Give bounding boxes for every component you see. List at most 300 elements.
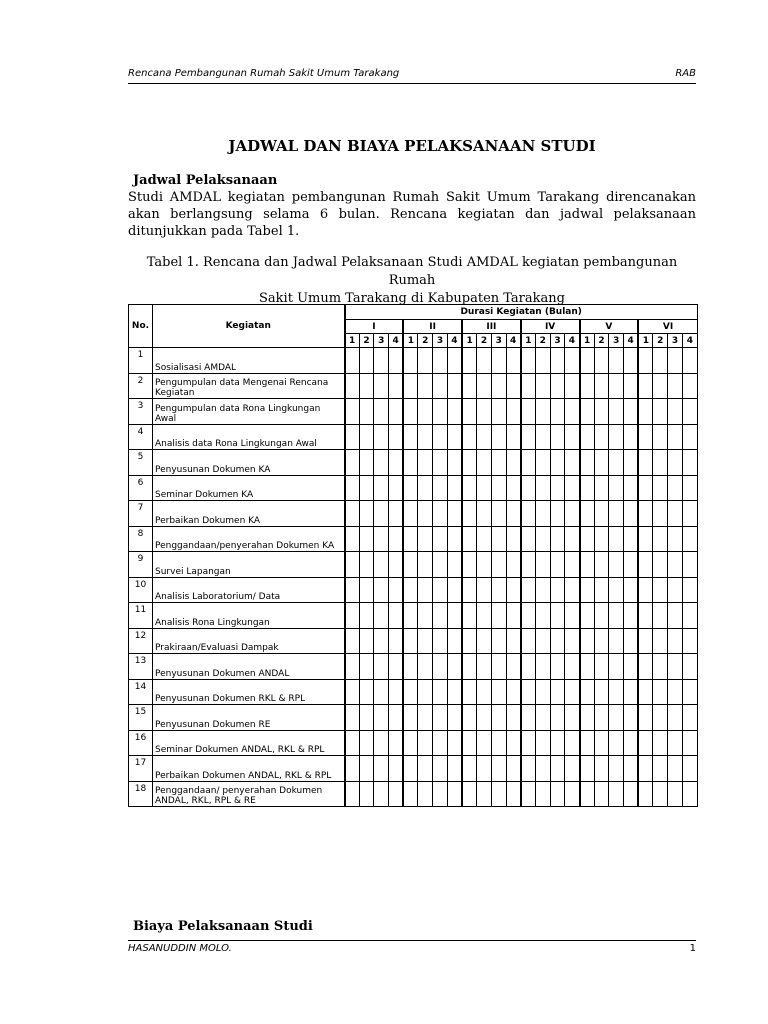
week-header: 3 bbox=[491, 334, 506, 348]
row-number-cell bbox=[129, 603, 153, 629]
schedule-cell bbox=[609, 526, 624, 552]
schedule-cell bbox=[580, 705, 595, 731]
schedule-cell bbox=[521, 399, 536, 425]
header-rule bbox=[128, 83, 696, 84]
schedule-cell bbox=[580, 526, 595, 552]
week-header: 3 bbox=[609, 334, 624, 348]
row-number: 2 bbox=[137, 375, 144, 386]
row-number-cell bbox=[129, 730, 153, 756]
schedule-cell bbox=[418, 373, 433, 399]
schedule-cell bbox=[359, 450, 374, 476]
schedule-cell bbox=[653, 475, 668, 501]
schedule-cell bbox=[345, 705, 360, 731]
schedule-cell bbox=[491, 756, 506, 782]
schedule-cell bbox=[682, 577, 697, 603]
schedule-cell bbox=[668, 730, 683, 756]
schedule-cell bbox=[506, 730, 521, 756]
schedule-cell bbox=[418, 526, 433, 552]
table-row bbox=[129, 526, 698, 552]
schedule-cell bbox=[682, 399, 697, 425]
schedule-cell bbox=[535, 781, 550, 807]
col-header-durasi: Durasi Kegiatan (Bulan) bbox=[345, 305, 698, 320]
schedule-cell bbox=[389, 756, 404, 782]
schedule-cell bbox=[609, 603, 624, 629]
row-number-cell bbox=[129, 577, 153, 603]
schedule-cell bbox=[682, 654, 697, 680]
section-heading-jadwal: Jadwal Pelaksanaan bbox=[133, 173, 278, 188]
footer-rule bbox=[128, 940, 696, 941]
row-number-cell bbox=[129, 475, 153, 501]
schedule-cell bbox=[447, 399, 462, 425]
schedule-cell bbox=[594, 781, 609, 807]
schedule-cell bbox=[653, 399, 668, 425]
table-row bbox=[129, 781, 698, 807]
schedule-cell bbox=[550, 781, 565, 807]
schedule-cell bbox=[447, 705, 462, 731]
schedule-cell bbox=[653, 450, 668, 476]
row-number-cell bbox=[129, 424, 153, 450]
schedule-cell bbox=[594, 730, 609, 756]
schedule-cell bbox=[403, 781, 418, 807]
schedule-cell bbox=[462, 373, 477, 399]
section-heading-biaya: Biaya Pelaksanaan Studi bbox=[133, 919, 313, 934]
schedule-cell bbox=[535, 424, 550, 450]
schedule-cell bbox=[638, 705, 653, 731]
schedule-cell bbox=[389, 654, 404, 680]
row-number-cell bbox=[129, 781, 153, 807]
schedule-cell bbox=[550, 475, 565, 501]
row-number: 9 bbox=[137, 554, 144, 564]
row-number: 7 bbox=[137, 503, 144, 513]
schedule-cell bbox=[653, 552, 668, 578]
schedule-cell bbox=[521, 501, 536, 527]
schedule-cell bbox=[447, 373, 462, 399]
schedule-cell bbox=[535, 399, 550, 425]
week-header: 3 bbox=[550, 334, 565, 348]
schedule-cell bbox=[374, 501, 389, 527]
schedule-cell bbox=[653, 654, 668, 680]
schedule-cell bbox=[345, 399, 360, 425]
schedule-cell bbox=[580, 348, 595, 374]
schedule-cell bbox=[638, 526, 653, 552]
schedule-cell bbox=[462, 348, 477, 374]
schedule-cell bbox=[403, 450, 418, 476]
schedule-cell bbox=[359, 475, 374, 501]
schedule-cell bbox=[403, 577, 418, 603]
schedule-cell bbox=[389, 705, 404, 731]
table-row bbox=[129, 577, 698, 603]
schedule-cell bbox=[462, 756, 477, 782]
schedule-cell bbox=[624, 730, 639, 756]
schedule-cell bbox=[565, 552, 580, 578]
schedule-cell bbox=[447, 628, 462, 654]
row-number: 12 bbox=[134, 630, 147, 641]
schedule-cell bbox=[403, 756, 418, 782]
schedule-cell bbox=[668, 475, 683, 501]
row-number-cell bbox=[129, 373, 153, 399]
schedule-cell bbox=[580, 577, 595, 603]
activity-name: Survei Lapangan bbox=[153, 552, 345, 578]
schedule-cell bbox=[374, 705, 389, 731]
schedule-cell bbox=[389, 501, 404, 527]
schedule-cell bbox=[403, 552, 418, 578]
schedule-cell bbox=[506, 526, 521, 552]
activity-name: Perbaikan Dokumen ANDAL, RKL & RPL bbox=[153, 756, 345, 782]
schedule-cell bbox=[580, 679, 595, 705]
row-number-cell bbox=[129, 552, 153, 578]
schedule-cell bbox=[624, 450, 639, 476]
schedule-cell bbox=[359, 552, 374, 578]
schedule-cell bbox=[594, 526, 609, 552]
schedule-cell bbox=[418, 781, 433, 807]
row-number: 10 bbox=[134, 579, 147, 590]
schedule-cell bbox=[403, 373, 418, 399]
schedule-cell bbox=[462, 399, 477, 425]
schedule-cell bbox=[668, 628, 683, 654]
schedule-cell bbox=[447, 526, 462, 552]
page-number: 1 bbox=[689, 943, 696, 954]
schedule-cell bbox=[433, 628, 448, 654]
schedule-cell bbox=[345, 501, 360, 527]
schedule-cell bbox=[374, 679, 389, 705]
activity-name: Pengumpulan data Rona Lingkungan Awal bbox=[153, 399, 345, 425]
row-number-cell bbox=[129, 679, 153, 705]
schedule-cell bbox=[462, 424, 477, 450]
schedule-cell bbox=[668, 501, 683, 527]
schedule-cell bbox=[638, 756, 653, 782]
schedule-cell bbox=[477, 654, 492, 680]
intro-paragraph: Studi AMDAL kegiatan pembangunan Rumah Sakit Umum Tarakang direncanakan akan berlangsung selama 6 bulan. Rencana kegiatan dan jadwal pelaksanaan ditunjukkan pada Tabel 1. bbox=[128, 190, 696, 239]
schedule-cell bbox=[359, 628, 374, 654]
schedule-cell bbox=[594, 552, 609, 578]
schedule-cell bbox=[345, 679, 360, 705]
schedule-cell bbox=[433, 577, 448, 603]
month-header: V bbox=[580, 320, 639, 334]
schedule-cell bbox=[506, 577, 521, 603]
schedule-cell bbox=[638, 475, 653, 501]
schedule-cell bbox=[682, 424, 697, 450]
schedule-cell bbox=[389, 526, 404, 552]
schedule-cell bbox=[491, 552, 506, 578]
schedule-cell bbox=[624, 552, 639, 578]
schedule-cell bbox=[491, 373, 506, 399]
schedule-cell bbox=[638, 628, 653, 654]
schedule-cell bbox=[359, 781, 374, 807]
schedule-cell bbox=[491, 501, 506, 527]
week-header: 4 bbox=[682, 334, 697, 348]
schedule-cell bbox=[433, 373, 448, 399]
schedule-cell bbox=[638, 450, 653, 476]
schedule-cell bbox=[462, 526, 477, 552]
schedule-cell bbox=[638, 603, 653, 629]
page-header bbox=[128, 68, 696, 79]
schedule-cell bbox=[580, 399, 595, 425]
schedule-cell bbox=[521, 526, 536, 552]
row-number-cell bbox=[129, 501, 153, 527]
schedule-cell bbox=[682, 628, 697, 654]
schedule-cell bbox=[418, 501, 433, 527]
schedule-cell bbox=[565, 654, 580, 680]
schedule-cell bbox=[345, 628, 360, 654]
row-number-cell bbox=[129, 705, 153, 731]
row-number: 17 bbox=[134, 758, 147, 768]
schedule-cell bbox=[550, 501, 565, 527]
schedule-cell bbox=[550, 450, 565, 476]
schedule-cell bbox=[374, 399, 389, 425]
schedule-cell bbox=[389, 373, 404, 399]
schedule-cell bbox=[565, 628, 580, 654]
schedule-cell bbox=[668, 450, 683, 476]
schedule-cell bbox=[403, 730, 418, 756]
schedule-cell bbox=[653, 348, 668, 374]
schedule-cell bbox=[580, 501, 595, 527]
row-number: 11 bbox=[134, 605, 147, 615]
schedule-cell bbox=[345, 526, 360, 552]
row-number: 3 bbox=[137, 401, 144, 411]
schedule-cell bbox=[491, 603, 506, 629]
schedule-cell bbox=[345, 781, 360, 807]
schedule-cell bbox=[433, 756, 448, 782]
schedule-cell bbox=[550, 373, 565, 399]
table-row bbox=[129, 373, 698, 399]
schedule-cell bbox=[447, 756, 462, 782]
week-header: 2 bbox=[653, 334, 668, 348]
schedule-cell bbox=[521, 603, 536, 629]
schedule-cell bbox=[389, 628, 404, 654]
schedule-cell bbox=[535, 450, 550, 476]
schedule-cell bbox=[506, 654, 521, 680]
schedule-cell bbox=[550, 348, 565, 374]
table-caption bbox=[128, 254, 696, 308]
schedule-cell bbox=[565, 781, 580, 807]
table-row bbox=[129, 628, 698, 654]
schedule-cell bbox=[535, 603, 550, 629]
schedule-cell bbox=[580, 475, 595, 501]
schedule-cell bbox=[668, 781, 683, 807]
row-number-cell bbox=[129, 756, 153, 782]
schedule-cell bbox=[403, 526, 418, 552]
schedule-cell bbox=[550, 705, 565, 731]
schedule-cell bbox=[359, 654, 374, 680]
schedule-cell bbox=[403, 603, 418, 629]
schedule-cell bbox=[535, 730, 550, 756]
schedule-cell bbox=[565, 373, 580, 399]
schedule-cell bbox=[433, 450, 448, 476]
schedule-cell bbox=[447, 424, 462, 450]
schedule-cell bbox=[653, 781, 668, 807]
schedule-cell bbox=[447, 654, 462, 680]
schedule-cell bbox=[609, 756, 624, 782]
schedule-cell bbox=[403, 424, 418, 450]
schedule-cell bbox=[565, 348, 580, 374]
schedule-cell bbox=[653, 628, 668, 654]
schedule-cell bbox=[550, 552, 565, 578]
table-row bbox=[129, 475, 698, 501]
schedule-cell bbox=[418, 730, 433, 756]
schedule-cell bbox=[374, 603, 389, 629]
table-row bbox=[129, 705, 698, 731]
row-number: 16 bbox=[134, 732, 147, 743]
activity-name: Penggandaan/penyerahan Dokumen KA bbox=[153, 526, 345, 552]
schedule-cell bbox=[477, 577, 492, 603]
schedule-cell bbox=[624, 705, 639, 731]
schedule-cell bbox=[682, 705, 697, 731]
schedule-cell bbox=[345, 654, 360, 680]
schedule-cell bbox=[359, 577, 374, 603]
schedule-cell bbox=[550, 679, 565, 705]
footer-author: HASANUDDIN MOLO. bbox=[128, 943, 232, 954]
month-header: IV bbox=[521, 320, 580, 334]
row-number: 6 bbox=[137, 477, 144, 488]
schedule-cell bbox=[462, 654, 477, 680]
schedule-cell bbox=[433, 526, 448, 552]
schedule-cell bbox=[447, 679, 462, 705]
schedule-cell bbox=[462, 501, 477, 527]
schedule-cell bbox=[565, 756, 580, 782]
schedule-cell bbox=[550, 526, 565, 552]
week-header: 4 bbox=[389, 334, 404, 348]
schedule-cell bbox=[638, 654, 653, 680]
schedule-cell bbox=[668, 526, 683, 552]
schedule-cell bbox=[521, 730, 536, 756]
schedule-cell bbox=[609, 654, 624, 680]
schedule-cell bbox=[389, 679, 404, 705]
schedule-cell bbox=[433, 705, 448, 731]
schedule-cell bbox=[668, 424, 683, 450]
schedule-cell bbox=[653, 577, 668, 603]
activity-name: Analisis Laboratorium/ Data bbox=[153, 577, 345, 603]
schedule-cell bbox=[418, 603, 433, 629]
row-number: 14 bbox=[134, 681, 147, 692]
activity-name: Prakiraan/Evaluasi Dampak bbox=[153, 628, 345, 654]
schedule-cell bbox=[477, 705, 492, 731]
page-title: JADWAL DAN BIAYA PELAKSANAAN STUDI bbox=[228, 137, 596, 155]
schedule-cell bbox=[521, 756, 536, 782]
table-row bbox=[129, 399, 698, 425]
table-row bbox=[129, 654, 698, 680]
activity-name: Seminar Dokumen ANDAL, RKL & RPL bbox=[153, 730, 345, 756]
schedule-cell bbox=[624, 628, 639, 654]
schedule-cell bbox=[638, 373, 653, 399]
schedule-cell bbox=[535, 552, 550, 578]
schedule-cell bbox=[477, 781, 492, 807]
schedule-cell bbox=[638, 577, 653, 603]
activity-name: Pengumpulan data Mengenai Rencana Kegiatan bbox=[153, 373, 345, 399]
month-header: III bbox=[462, 320, 521, 334]
schedule-cell bbox=[521, 705, 536, 731]
week-header: 4 bbox=[447, 334, 462, 348]
schedule-cell bbox=[624, 348, 639, 374]
schedule-cell bbox=[609, 628, 624, 654]
schedule-cell bbox=[521, 552, 536, 578]
schedule-cell bbox=[345, 475, 360, 501]
schedule-cell bbox=[462, 603, 477, 629]
schedule-cell bbox=[491, 399, 506, 425]
activity-name: Penyusunan Dokumen RKL & RPL bbox=[153, 679, 345, 705]
schedule-cell bbox=[447, 450, 462, 476]
schedule-cell bbox=[624, 399, 639, 425]
schedule-cell bbox=[535, 526, 550, 552]
schedule-cell bbox=[345, 756, 360, 782]
week-header: 4 bbox=[624, 334, 639, 348]
schedule-cell bbox=[359, 399, 374, 425]
week-header: 1 bbox=[638, 334, 653, 348]
schedule-cell bbox=[682, 552, 697, 578]
schedule-cell bbox=[638, 730, 653, 756]
schedule-cell bbox=[477, 450, 492, 476]
schedule-cell bbox=[668, 348, 683, 374]
schedule-cell bbox=[418, 450, 433, 476]
schedule-cell bbox=[580, 756, 595, 782]
table-caption-line-2: Sakit Umum Tarakang di Kabupaten Tarakang bbox=[259, 291, 565, 306]
schedule-cell bbox=[550, 603, 565, 629]
schedule-cell bbox=[403, 348, 418, 374]
week-header: 3 bbox=[374, 334, 389, 348]
schedule-cell bbox=[594, 577, 609, 603]
schedule-cell bbox=[535, 654, 550, 680]
schedule-cell bbox=[565, 679, 580, 705]
schedule-cell bbox=[535, 577, 550, 603]
schedule-cell bbox=[418, 679, 433, 705]
schedule-cell bbox=[565, 424, 580, 450]
week-header: 3 bbox=[433, 334, 448, 348]
schedule-cell bbox=[668, 373, 683, 399]
schedule-cell bbox=[433, 654, 448, 680]
schedule-cell bbox=[477, 348, 492, 374]
schedule-cell bbox=[403, 654, 418, 680]
schedule-cell bbox=[535, 628, 550, 654]
schedule-cell bbox=[653, 501, 668, 527]
schedule-cell bbox=[550, 730, 565, 756]
schedule-cell bbox=[609, 705, 624, 731]
schedule-cell bbox=[550, 577, 565, 603]
schedule-cell bbox=[550, 628, 565, 654]
row-number: 8 bbox=[137, 528, 144, 539]
schedule-cell bbox=[418, 705, 433, 731]
schedule-cell bbox=[433, 552, 448, 578]
schedule-cell bbox=[491, 475, 506, 501]
schedule-cell bbox=[638, 501, 653, 527]
schedule-cell bbox=[506, 628, 521, 654]
schedule-cell bbox=[580, 424, 595, 450]
row-number: 4 bbox=[137, 426, 144, 437]
table-row bbox=[129, 450, 698, 476]
schedule-cell bbox=[447, 552, 462, 578]
schedule-cell bbox=[624, 424, 639, 450]
schedule-cell bbox=[447, 348, 462, 374]
schedule-cell bbox=[447, 603, 462, 629]
schedule-cell bbox=[653, 705, 668, 731]
schedule-cell bbox=[345, 424, 360, 450]
schedule-cell bbox=[506, 399, 521, 425]
schedule-cell bbox=[477, 756, 492, 782]
schedule-cell bbox=[682, 373, 697, 399]
schedule-cell bbox=[433, 679, 448, 705]
schedule-cell bbox=[638, 348, 653, 374]
schedule-cell bbox=[668, 705, 683, 731]
schedule-cell bbox=[565, 705, 580, 731]
schedule-cell bbox=[462, 781, 477, 807]
table-row bbox=[129, 501, 698, 527]
schedule-cell bbox=[403, 628, 418, 654]
schedule-cell bbox=[624, 475, 639, 501]
schedule-cell bbox=[359, 603, 374, 629]
table-row bbox=[129, 730, 698, 756]
schedule-cell bbox=[462, 577, 477, 603]
schedule-cell bbox=[638, 552, 653, 578]
schedule-cell bbox=[565, 730, 580, 756]
schedule-cell bbox=[580, 730, 595, 756]
